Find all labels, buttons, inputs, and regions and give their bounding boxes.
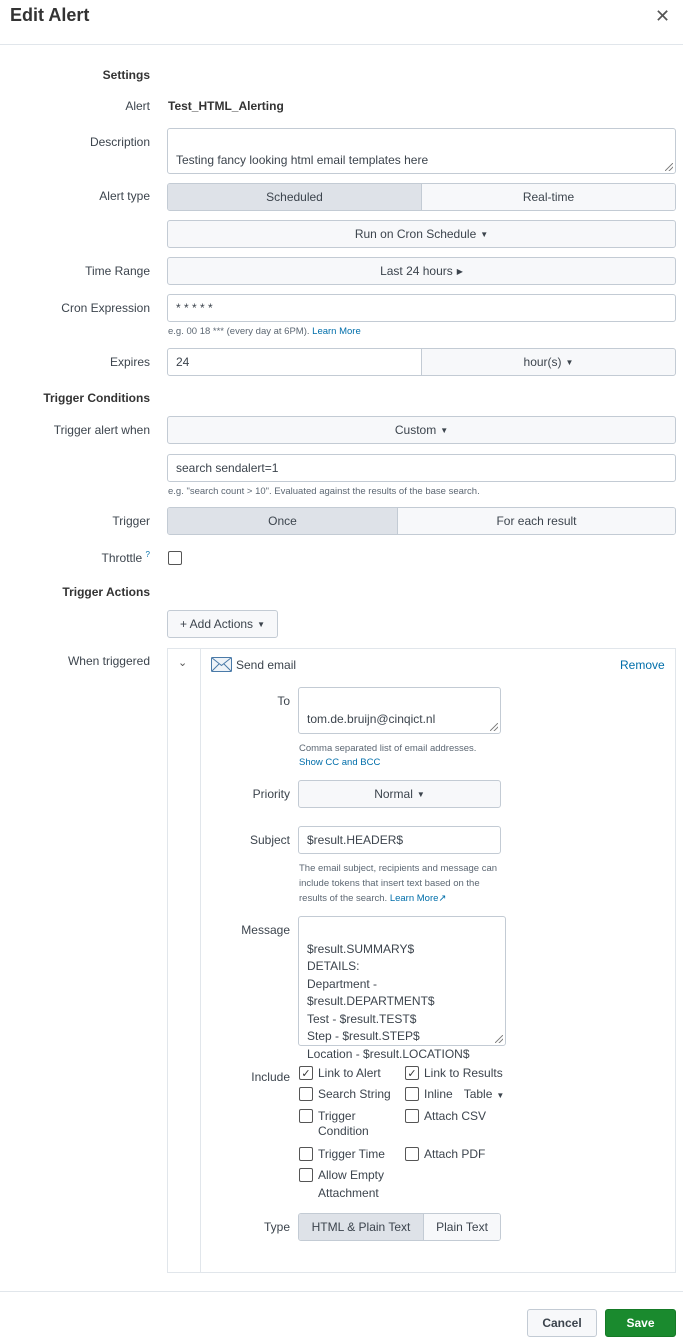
alert-type-toggle[interactable] xyxy=(167,183,676,211)
expires-input[interactable] xyxy=(167,348,422,376)
alert-type-scheduled[interactable]: Scheduled xyxy=(168,184,421,210)
type-toggle[interactable] xyxy=(298,1213,501,1241)
throttle-label-text: Throttle xyxy=(101,551,143,565)
description-value: Testing fancy looking html email templates here xyxy=(176,153,429,167)
type-plain[interactable]: Plain Text xyxy=(423,1214,500,1240)
type-label: Type xyxy=(263,1220,290,1234)
cron-help xyxy=(168,324,361,339)
message-label: Message xyxy=(241,923,290,937)
subject-value: $result.HEADER$ xyxy=(307,833,404,847)
checkbox[interactable] xyxy=(405,1147,419,1161)
checkbox[interactable] xyxy=(405,1109,419,1123)
caret-down-icon: ▼ xyxy=(257,619,265,629)
caret-down-icon: ▼ xyxy=(440,425,449,435)
trigger-actions-heading: Trigger Actions xyxy=(62,585,150,599)
checkbox[interactable] xyxy=(299,1168,313,1182)
checkbox[interactable] xyxy=(405,1087,419,1101)
type-html-plain[interactable]: HTML & Plain Text xyxy=(299,1214,423,1240)
trigger-for-each-result[interactable]: For each result xyxy=(397,508,675,534)
include-link-to-alert[interactable]: ✓ Link to Alert xyxy=(299,1066,381,1081)
custom-condition-help: e.g. "search count > 10". Evaluated against the results of the base search. xyxy=(168,486,480,497)
description-label: Description xyxy=(89,135,150,149)
add-actions-button[interactable] xyxy=(167,610,278,638)
checkbox[interactable] xyxy=(299,1147,313,1161)
subject-learn-more-link[interactable]: Learn More xyxy=(389,893,439,904)
remove-action-link[interactable]: Remove xyxy=(620,658,665,672)
throttle-label xyxy=(0,550,150,565)
alert-name: Test_HTML_Alerting xyxy=(168,99,284,113)
to-label: To xyxy=(277,694,290,708)
throttle-help-icon[interactable]: ? xyxy=(145,550,150,559)
caret-down-icon: ▼ xyxy=(480,229,489,239)
custom-condition-input[interactable] xyxy=(167,454,676,482)
time-range-value: Last 24 hours xyxy=(380,264,453,278)
cron-learn-more-link[interactable]: Learn More xyxy=(312,326,361,337)
priority-label: Priority xyxy=(252,787,290,801)
caret-down-icon: ▼ xyxy=(416,789,425,799)
to-help: Comma separated list of email addresses. xyxy=(299,743,477,754)
subject-help xyxy=(299,861,509,906)
modal-title: Edit Alert xyxy=(10,5,90,25)
subject-input[interactable] xyxy=(298,826,501,854)
show-cc-bcc-link[interactable]: Show CC and BCC xyxy=(299,757,381,768)
action-name: Send email xyxy=(236,658,297,672)
external-link-icon[interactable]: ↗ xyxy=(438,893,447,904)
trigger-when-dropdown[interactable] xyxy=(167,416,676,444)
resize-grip[interactable] xyxy=(665,163,673,171)
checkbox[interactable] xyxy=(299,1109,313,1123)
expires-unit-dropdown[interactable] xyxy=(421,348,676,376)
throttle-checkbox[interactable] xyxy=(168,551,182,565)
cancel-button[interactable]: Cancel xyxy=(527,1309,597,1337)
save-button[interactable]: Save xyxy=(605,1309,676,1337)
include-trigger-condition[interactable]: Trigger Condition xyxy=(299,1109,389,1139)
subject-help-text: The email subject, recipients and message can include tokens that insert text based on the results of the search. xyxy=(299,863,498,904)
checkbox[interactable] xyxy=(299,1087,313,1101)
expires-unit-value: hour(s) xyxy=(523,355,562,369)
trigger-toggle[interactable] xyxy=(167,507,676,535)
time-range-label: Time Range xyxy=(85,264,150,278)
priority-dropdown[interactable] xyxy=(298,780,501,808)
schedule-dropdown[interactable] xyxy=(167,220,676,248)
description-textarea[interactable] xyxy=(167,128,676,174)
footer-divider xyxy=(0,1291,683,1292)
trigger-conditions-heading: Trigger Conditions xyxy=(43,391,150,405)
close-icon[interactable]: ✕ xyxy=(655,6,671,26)
schedule-value: Run on Cron Schedule xyxy=(354,227,477,241)
to-textarea[interactable] xyxy=(298,687,501,734)
envelope-icon xyxy=(211,657,232,675)
include-label: Include xyxy=(251,1070,290,1084)
include-trigger-time[interactable]: Trigger Time xyxy=(299,1147,385,1162)
message-value: $result.SUMMARY$ DETAILS: Department - $result.DEPARTMENT$ Test - $result.TEST$ Step - $result.STEP$ Location - $result.LOCATION$ xyxy=(307,941,470,1061)
trigger-when-value: Custom xyxy=(394,423,437,437)
expires-label: Expires xyxy=(109,355,150,369)
trigger-label: Trigger xyxy=(112,514,150,528)
to-value: tom.de.bruijn@cinqict.nl xyxy=(307,712,436,726)
priority-value: Normal xyxy=(374,787,413,801)
time-range-button[interactable] xyxy=(167,257,676,285)
trigger-when-label: Trigger alert when xyxy=(53,423,150,437)
trigger-once[interactable]: Once xyxy=(168,508,397,534)
alert-type-realtime[interactable]: Real-time xyxy=(421,184,675,210)
subject-label: Subject xyxy=(249,833,290,847)
caret-down-icon: ▼ xyxy=(565,357,574,367)
include-inline[interactable]: Inline Table ▼ xyxy=(405,1087,504,1103)
resize-grip[interactable] xyxy=(495,1035,503,1043)
checkbox-checked[interactable]: ✓ xyxy=(299,1066,313,1080)
cron-value: * * * * * xyxy=(176,301,213,315)
include-link-to-results[interactable]: ✓ Link to Results xyxy=(405,1066,503,1081)
inline-format-dropdown[interactable]: Table ▼ xyxy=(463,1087,505,1101)
cron-help-text: e.g. 00 18 *** (every day at 6PM). xyxy=(168,326,310,337)
include-attach-pdf[interactable]: Attach PDF xyxy=(405,1147,485,1162)
include-attach-csv[interactable]: Attach CSV xyxy=(405,1109,486,1124)
message-textarea[interactable] xyxy=(298,916,506,1061)
alert-type-label: Alert type xyxy=(99,189,150,203)
collapse-chevron-icon[interactable]: ⌄ xyxy=(178,657,188,669)
settings-heading: Settings xyxy=(102,68,150,82)
cron-label: Cron Expression xyxy=(61,301,150,315)
caret-down-icon: ▼ xyxy=(496,1091,505,1100)
add-actions-label: + Add Actions xyxy=(180,617,254,631)
header-divider xyxy=(0,44,683,45)
custom-condition-value: search sendalert=1 xyxy=(176,461,279,475)
resize-grip[interactable] xyxy=(490,723,498,731)
caret-right-icon: ▶ xyxy=(456,266,463,276)
cron-input[interactable] xyxy=(167,294,676,322)
include-allow-empty-attachment[interactable]: Allow Empty Attachment xyxy=(299,1168,399,1202)
panel-divider xyxy=(200,648,201,1273)
when-triggered-label: When triggered xyxy=(67,654,150,668)
alert-label: Alert xyxy=(125,99,150,113)
checkbox-checked[interactable]: ✓ xyxy=(405,1066,419,1080)
include-search-string[interactable]: Search String xyxy=(299,1087,391,1102)
expires-value: 24 xyxy=(176,355,190,369)
